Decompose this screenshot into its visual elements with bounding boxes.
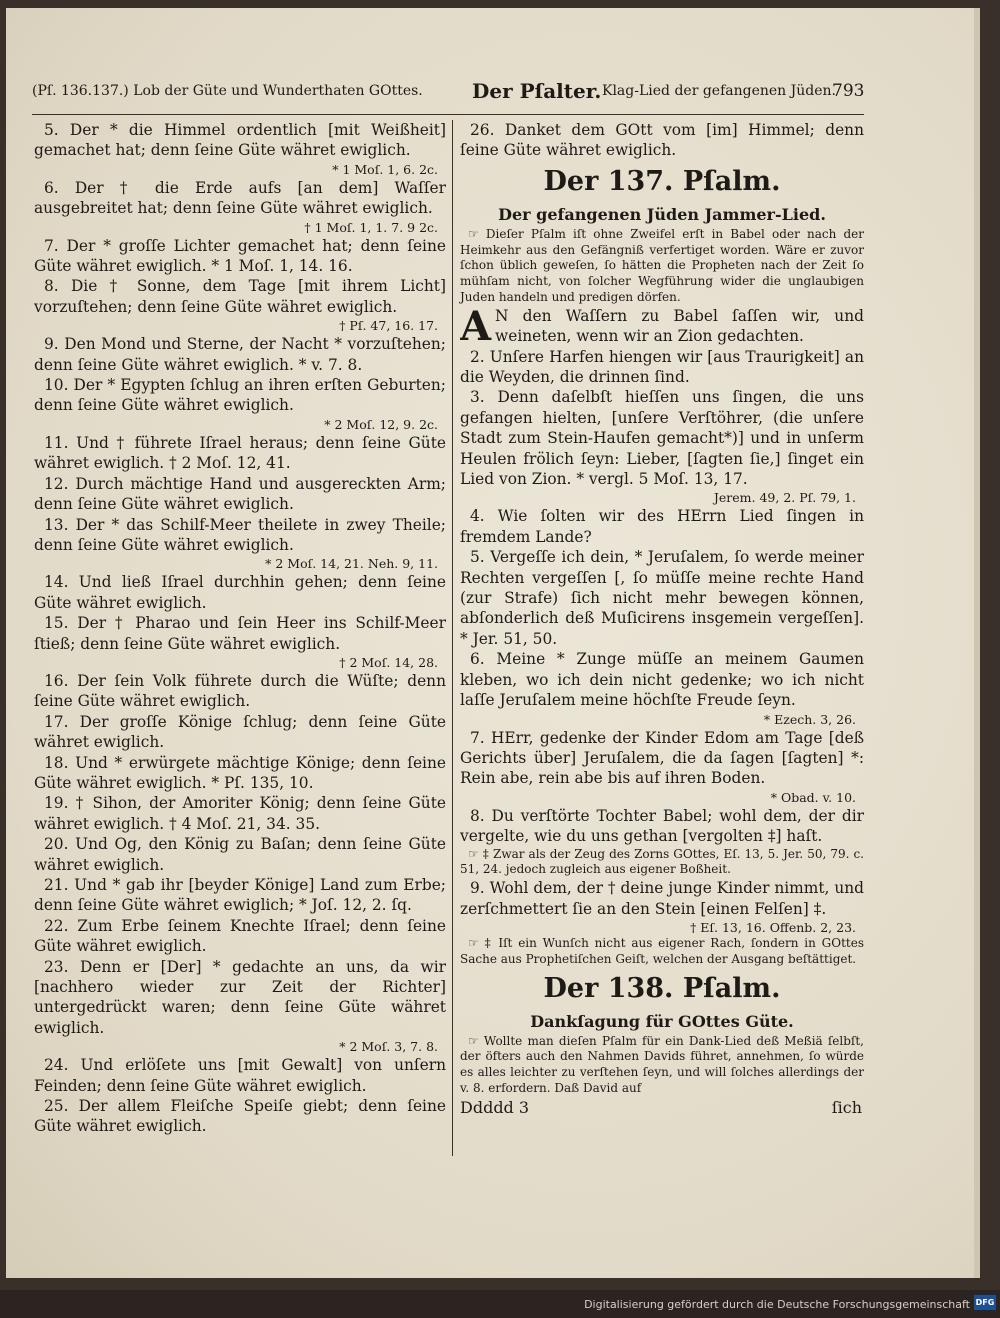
running-header bbox=[32, 74, 865, 108]
psalm-136-verse: 5. Der * die Himmel ordentlich [mit Weißheit] gemachet hat; denn ſeine Güte währet ewiglich. bbox=[34, 121, 446, 160]
psalm-138-title: Der 138. Pſalm. bbox=[543, 972, 781, 1004]
psalm-137-verse: 2. Unſere Harfen hiengen wir [aus Traurigkeit] an die Weyden, die drinnen ſind. bbox=[460, 347, 864, 387]
psalm-137-subtitle: Der gefangenen Jüden Jammer-Lied. bbox=[498, 204, 826, 224]
psalm-136-verse: 24. Und erlöſete uns [mit Gewalt] von unſern Feinden; denn ſeine Güte währet ewiglich. bbox=[34, 1056, 446, 1095]
digitization-credit: Digitalisierung gefördert durch die Deutsche Forschungsgemeinschaft bbox=[584, 1298, 970, 1311]
right-column bbox=[460, 120, 864, 1119]
psalm-136-verse: 11. Und † führete Iſrael heraus; denn ſeine Güte währet ewiglich. † 2 Moſ. 12, 41. bbox=[34, 433, 446, 473]
psalm-136-verse: 25. Der allem Fleiſche Speiſe giebt; denn ſeine Güte währet ewiglich. bbox=[34, 1097, 446, 1136]
signature-mark: Ddddd 3 bbox=[460, 1097, 530, 1117]
page-number: 793 bbox=[832, 81, 865, 101]
psalm-136-verse: 6. Der † die Erde aufs [an dem] Waſſer ausgebreitet hat; denn ſeine Güte währet ewiglich. bbox=[34, 178, 446, 218]
psalm-138-subtitle: Dankſagung für GOttes Güte. bbox=[530, 1011, 794, 1031]
psalm-136-verse: 8. Die † Sonne, dem Tage [mit ihrem Licht] vorzuſtehen; denn ſeine Güte währet ewiglich. bbox=[34, 277, 446, 316]
psalm-136-verse-ref: * 1 Moſ. 1, 6. 2c. bbox=[332, 161, 438, 177]
signature-line bbox=[460, 1097, 864, 1119]
psalm-136-verse: 14. Und ließ Iſrael durchhin gehen; denn ſeine Güte währet ewiglich. bbox=[34, 573, 446, 612]
left-column bbox=[34, 120, 446, 1137]
verse-9-ref: † Eſ. 13, 16. Offenb. 2, 23. bbox=[690, 919, 856, 935]
psalm-136-verse: 23. Denn er [Der] * gedachte an uns, da wir [nachhero wieder zur Zeit der Richter] untergedrückt waren; denn ſeine Güte währet ewiglich. bbox=[34, 957, 446, 1037]
header-right: Klag-Lied der gefangenen Jüden. bbox=[602, 83, 836, 99]
psalm-137-verse: 7. HErr, gedenke der Kinder Edom am Tage [deß Gerichts über] Jeruſalem, die da ſagen [ſagten] *: Rein abe, rein abe bis auf ihren Boden. bbox=[460, 728, 864, 788]
psalm-138-intro: ☞ Wollte man dieſen Pſalm für ein Dank-Lied deß Meßiä ſelbſt, der öfters auch den Nahmen Davids führet, annehmen, ſo würde es alles leichter zu verſtehen ſeyn, und will ſolches allerdings der v. 8. erfordern. Daß David auf bbox=[460, 1033, 864, 1095]
psalm-137-note-1: ☞ ‡ Zwar als der Zeug des Zorns GOttes, Eſ. 13, 5. Jer. 50, 79. c. 51, 24. jedoch zugleich aus eigener Boßheit. bbox=[460, 846, 864, 877]
psalm-136-verse: 13. Der * das Schilf-Meer theilete in zwey Theile; denn ſeine Güte währet ewiglich. bbox=[34, 515, 446, 554]
psalm-136-verse-ref: † 1 Moſ. 1, 1. 7. 9 2c. bbox=[304, 219, 438, 235]
psalm-136-verse: 18. Und * erwürgete mächtige Könige; denn ſeine Güte währet ewiglich. * Pſ. 135, 10. bbox=[34, 753, 446, 792]
psalm-136-verse: 19. † Sihon, der Amoriter König; denn ſeine Güte währet ewiglich. † 4 Moſ. 21, 34. 35. bbox=[34, 794, 446, 833]
psalm-136-verse: 21. Und * gab ihr [beyder Könige] Land zum Erbe; denn ſeine Güte währet ewiglich; * Joſ. 12, 2. ſq. bbox=[34, 876, 446, 915]
verse-26: 26. Danket dem GOtt vom [im] Himmel; denn ſeine Güte währet ewiglich. bbox=[460, 121, 864, 160]
psalm-137-verse-ref: * Obad. v. 10. bbox=[770, 789, 856, 805]
psalm-137-intro: ☞ Dieſer Pſalm iſt ohne Zweifel erſt in Babel oder nach der Heimkehr aus den Gefängniß verfertiget worden. Wäre er zuvor ſchon üblich geweſen, ſo hätten die Propheten nach der Zeit ſo mühſam nicht, von ſolcher Wegführung wider die unglaubigen Juden handeln und predigen dörfen. bbox=[460, 226, 864, 304]
column-divider bbox=[452, 120, 453, 1156]
psalm-136-verse: 15. Der † Pharao und ſein Heer ins Schilf-Meer ſtieß; denn ſeine Güte währet ewiglich. bbox=[34, 614, 446, 653]
dfg-logo: DFG bbox=[974, 1295, 996, 1310]
psalm-137-verse: 3. Denn daſelbſt hieſſen uns ſingen, die uns gefangen hielten, [unſere Verſtöhrer, (die unſere Stadt zum Stein-Haufen gemacht*)] und in unſerm Heulen frölich ſeyn: Lieber, [ſagten ſie,] ſinget ein Lied von Zion. * vergl. 5 Moſ. 13, 17. bbox=[460, 388, 864, 489]
drop-cap: A bbox=[460, 305, 492, 347]
header-left: (Pſ. 136.137.) Lob der Güte und Wunderthaten GOttes. bbox=[32, 83, 423, 99]
psalm-137-verse: 6. Meine * Zunge müſſe an meinem Gaumen kleben, wo ich dein nicht gedenke; wo ich nicht laſſe Jeruſalem meine höchſte Freude ſeyn. bbox=[460, 650, 864, 710]
psalm-137-verse-1: N den Waſſern zu Babel ſaſſen wir, und weineten, wenn wir an Zion gedachten. bbox=[495, 306, 864, 346]
catchword: ſich bbox=[831, 1097, 862, 1117]
psalm-137-verse-ref: * Ezech. 3, 26. bbox=[763, 711, 856, 727]
psalm-137-verse: 4. Wie ſolten wir des HErrn Lied ſingen in fremdem Lande? bbox=[460, 507, 864, 546]
book-page bbox=[6, 8, 980, 1278]
psalm-136-verse: 7. Der * groſſe Lichter gemachet hat; denn ſeine Güte währet ewiglich. * 1 Moſ. 1, 14. 16. bbox=[34, 236, 446, 276]
psalm-137-verses bbox=[460, 347, 864, 847]
psalm-137-verse-9: 9. Wohl dem, der † deine junge Kinder nimmt, und zerſchmettert ſie an den Stein [einen Felſen] ‡. bbox=[460, 879, 864, 918]
psalm-137-verse: 8. Du verſtörte Tochter Babel; wohl dem, der dir vergelte, wie du uns gethan [vergolten ‡] haſt. bbox=[460, 806, 864, 846]
header-title: Der Pſalter. bbox=[472, 79, 602, 103]
psalm-137-verse: 5. Vergeſſe ich dein, * Jeruſalem, ſo werde meiner Rechten vergeſſen [, ſo müſſe meine rechte Hand (zur Strafe) ſich nicht mehr bewegen können, abſonderlich deß Muſicirens insgemein vergeſſen]. * Jer. 51, 50. bbox=[460, 548, 864, 648]
psalm-136-verse-ref: * 2 Moſ. 14, 21. Neh. 9, 11. bbox=[265, 556, 438, 572]
psalm-136-verse: 22. Zum Erbe ſeinem Knechte Iſrael; denn ſeine Güte währet ewiglich. bbox=[34, 916, 446, 956]
psalm-136-verse: 12. Durch mächtige Hand und ausgereckten Arm; denn ſeine Güte währet ewiglich. bbox=[34, 474, 446, 514]
psalm-136-verse-ref: * 2 Moſ. 3, 7. 8. bbox=[339, 1039, 438, 1055]
psalm-137-note-2: ☞ ‡ Iſt ein Wunſch nicht aus eigener Rach, ſondern in GOttes Sache aus Prophetiſchen Geiſt, welchen der Ausgang beſtättiget. bbox=[460, 935, 864, 966]
psalm-136-verse-ref: * 2 Moſ. 12, 9. 2c. bbox=[324, 416, 438, 432]
psalm-136-verse: 10. Der * Egypten ſchlug an ihren erſten Geburten; denn ſeine Güte währet ewiglich. bbox=[34, 376, 446, 415]
psalm-136-verse: 17. Der groſſe Könige ſchlug; denn ſeine Güte währet ewiglich. bbox=[34, 712, 446, 752]
psalm-136-verse-ref: † Pſ. 47, 16. 17. bbox=[339, 318, 438, 334]
psalm-136-verse: 20. Und Og, den König zu Baſan; denn ſeine Güte währet ewiglich. bbox=[34, 835, 446, 874]
psalm-137-verse-ref: Jerem. 49, 2. Pſ. 79, 1. bbox=[713, 490, 856, 506]
header-rule bbox=[32, 114, 864, 115]
psalm-136-verse: 16. Der ſein Volk führete durch die Wüſte; denn ſeine Güte währet ewiglich. bbox=[34, 671, 446, 711]
psalm-136-verse-ref: † 2 Moſ. 14, 28. bbox=[339, 654, 438, 670]
psalm-137-title: Der 137. Pſalm. bbox=[543, 165, 781, 197]
psalm-136-verse: 9. Den Mond und Sterne, der Nacht * vorzuſtehen; denn ſeine Güte währet ewiglich. * v. 7. 8. bbox=[34, 335, 446, 374]
